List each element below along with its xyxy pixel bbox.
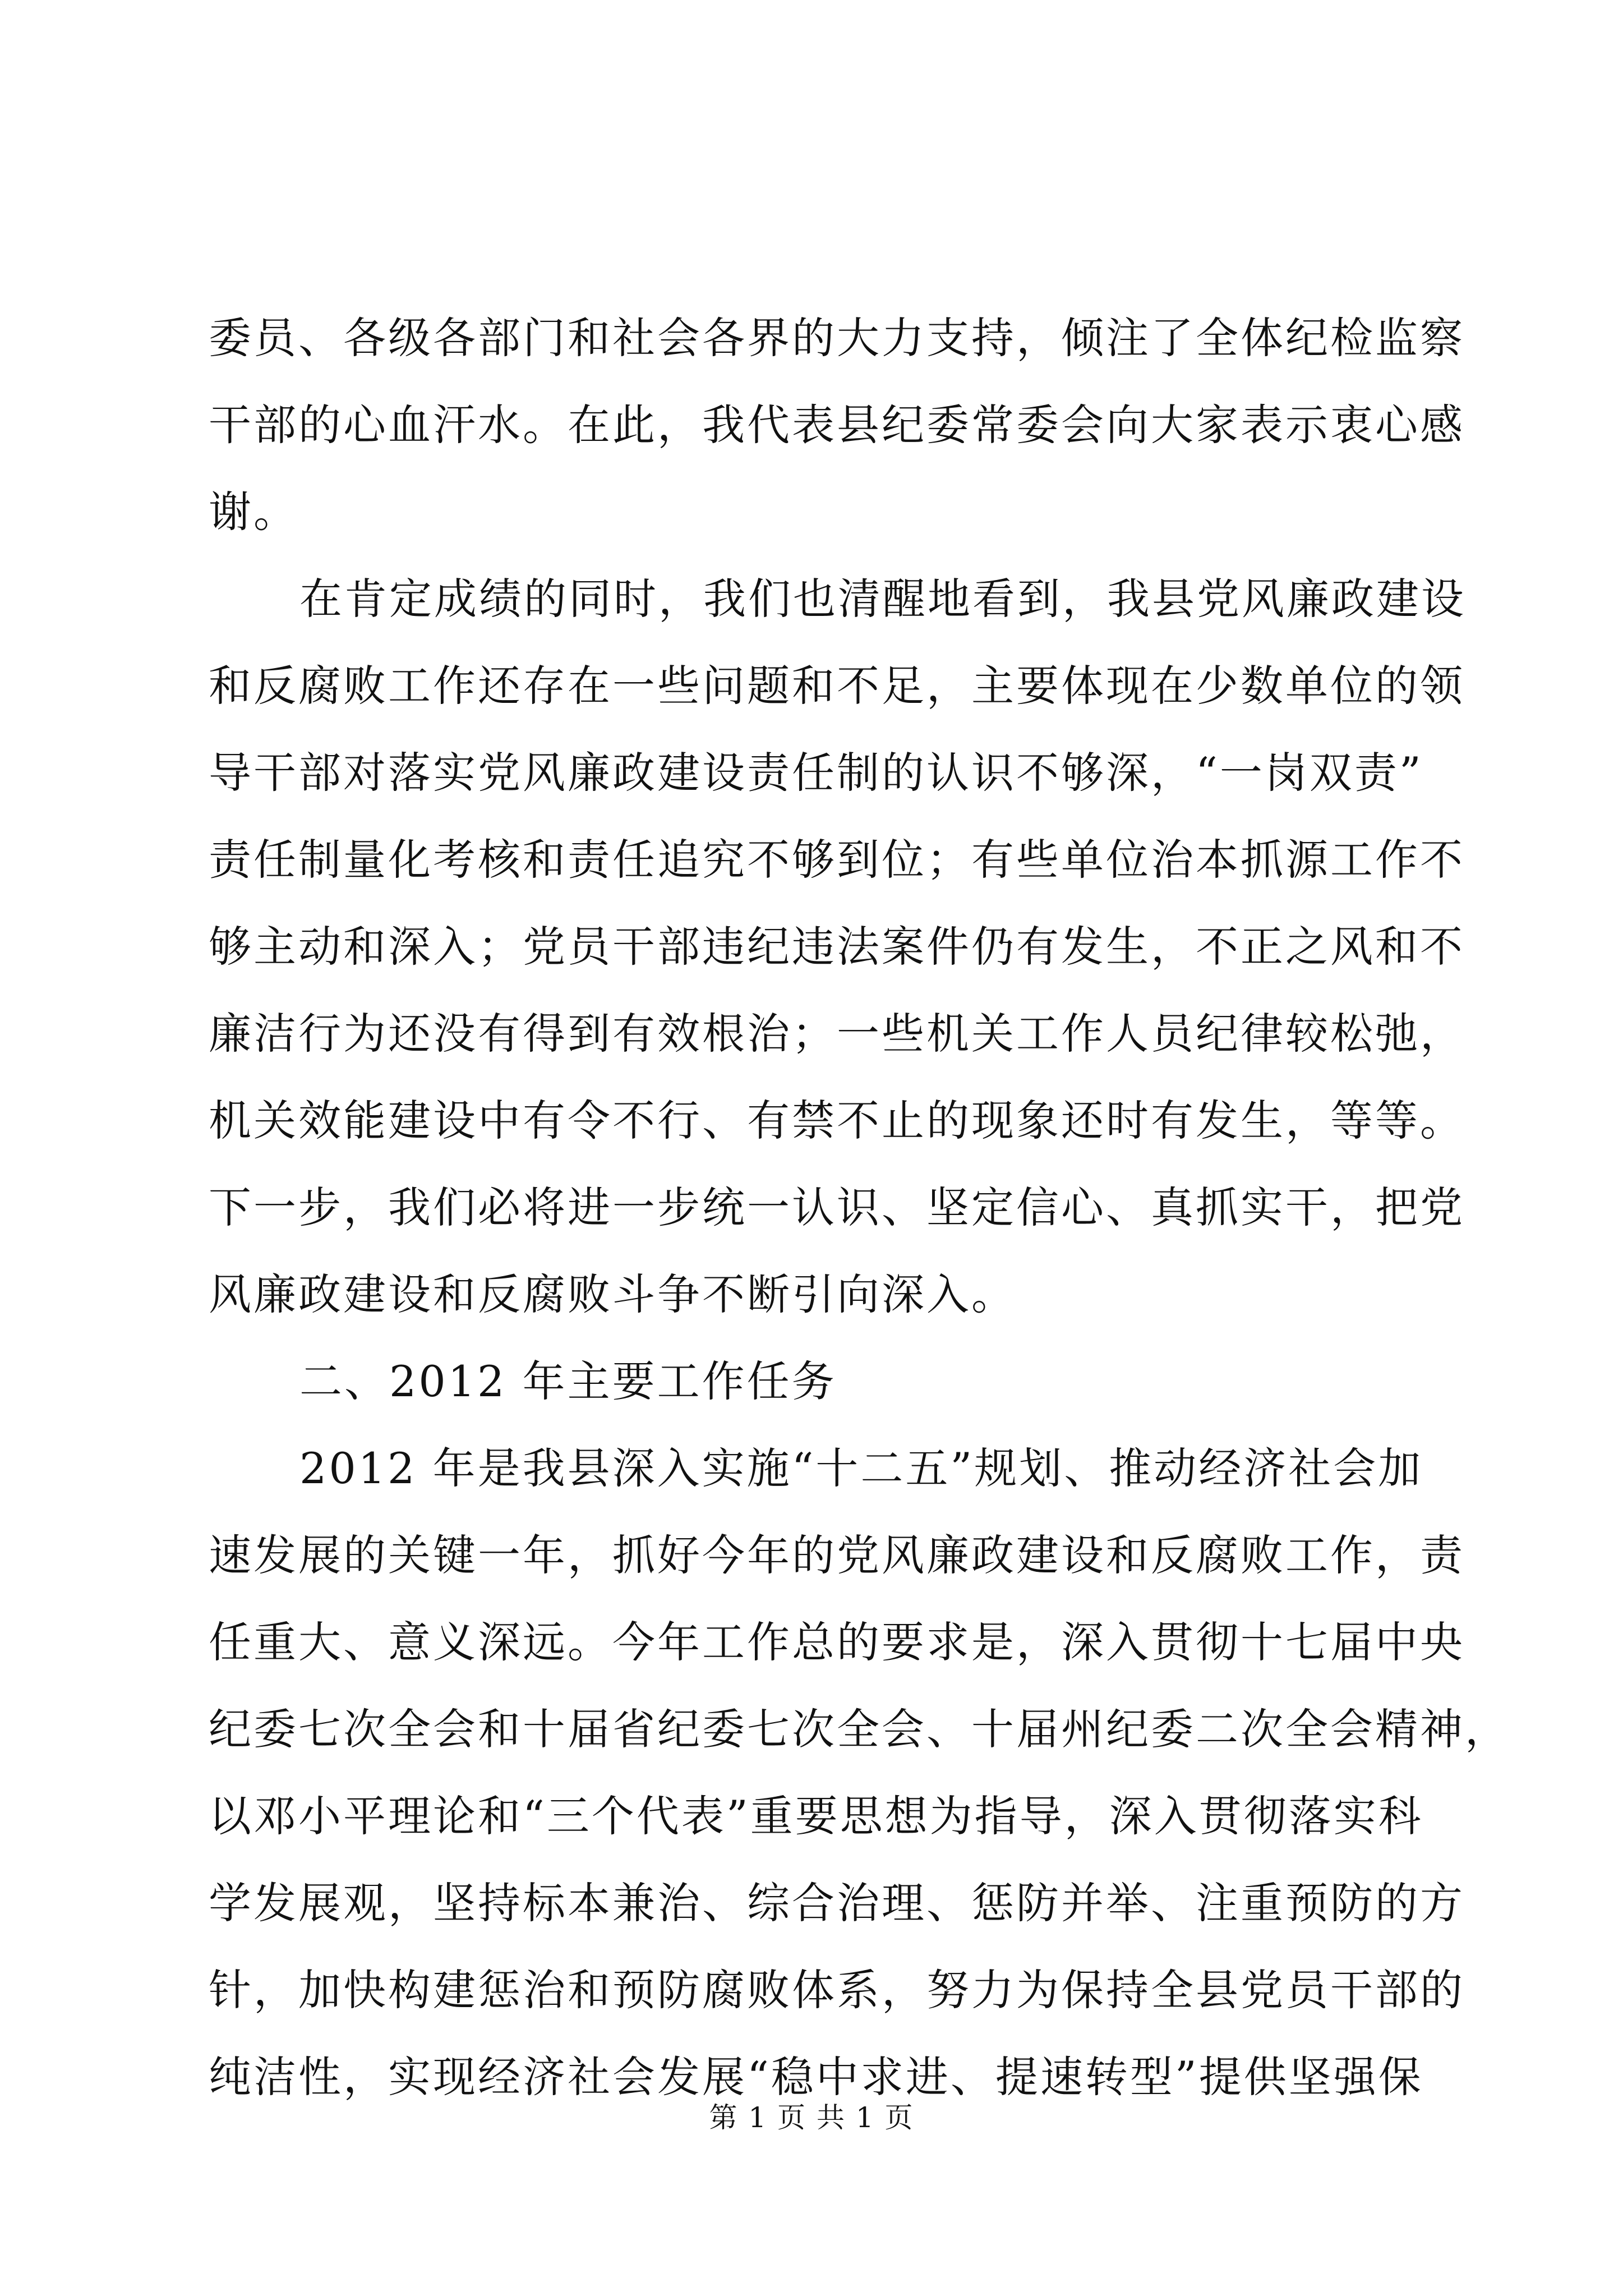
section-heading: 二、2012 年主要工作任务 — [299, 1356, 837, 1406]
text-line: 纯洁性，实现经济社会发展“稳中求进、提速转型”提供坚强保 — [209, 2052, 1423, 2102]
text-line: 纪委七次全会和十届省纪委七次全会、十届州纪委二次全会精神， — [209, 1704, 1510, 1754]
text-line: 学发展观，坚持标本兼治、综合治理、惩防并举、注重预防的方 — [209, 1878, 1465, 1928]
document-body — [209, 295, 1510, 2120]
paragraph-start-line: 2012 年是我县深入实施“十二五”规划、推动经济社会加 — [299, 1443, 1423, 1493]
text-line: 廉洁行为还没有得到有效根治；一些机关工作人员纪律较松弛， — [209, 1009, 1465, 1059]
text-line: 以邓小平理论和“三个代表”重要思想为指导，深入贯彻落实科 — [209, 1791, 1423, 1841]
text-line: 和反腐败工作还存在一些问题和不足，主要体现在少数单位的领 — [209, 661, 1465, 711]
text-line: 够主动和深入；党员干部违纪违法案件仍有发生，不正之风和不 — [209, 922, 1465, 972]
text-line: 针，加快构建惩治和预防腐败体系，努力为保持全县党员干部的 — [209, 1965, 1465, 2015]
page-number-footer: 第 1 页 共 1 页 — [709, 2101, 914, 2134]
text-line: 速发展的关键一年，抓好今年的党风廉政建设和反腐败工作，责 — [209, 1530, 1465, 1580]
text-line: 责任制量化考核和责任追究不够到位；有些单位治本抓源工作不 — [209, 835, 1465, 885]
text-line: 机关效能建设中有令不行、有禁不止的现象还时有发生，等等。 — [209, 1096, 1465, 1145]
text-line: 下一步，我们必将进一步统一认识、坚定信心、真抓实干，把党 — [209, 1182, 1465, 1232]
text-line: 导干部对落实党风廉政建设责任制的认识不够深，“一岗双责” — [209, 748, 1423, 798]
text-line: 谢。 — [209, 487, 298, 537]
text-line: 风廉政建设和反腐败斗争不断引向深入。 — [209, 1269, 1016, 1319]
text-line: 委员、各级各部门和社会各界的大力支持，倾注了全体纪检监察 — [209, 313, 1465, 363]
paragraph-start-line: 在肯定成绩的同时，我们也清醒地看到，我县党风廉政建设 — [299, 574, 1466, 624]
text-line: 任重大、意义深远。今年工作总的要求是，深入贯彻十七届中央 — [209, 1617, 1465, 1667]
text-line: 干部的心血汗水。在此，我代表县纪委常委会向大家表示衷心感 — [209, 400, 1465, 450]
